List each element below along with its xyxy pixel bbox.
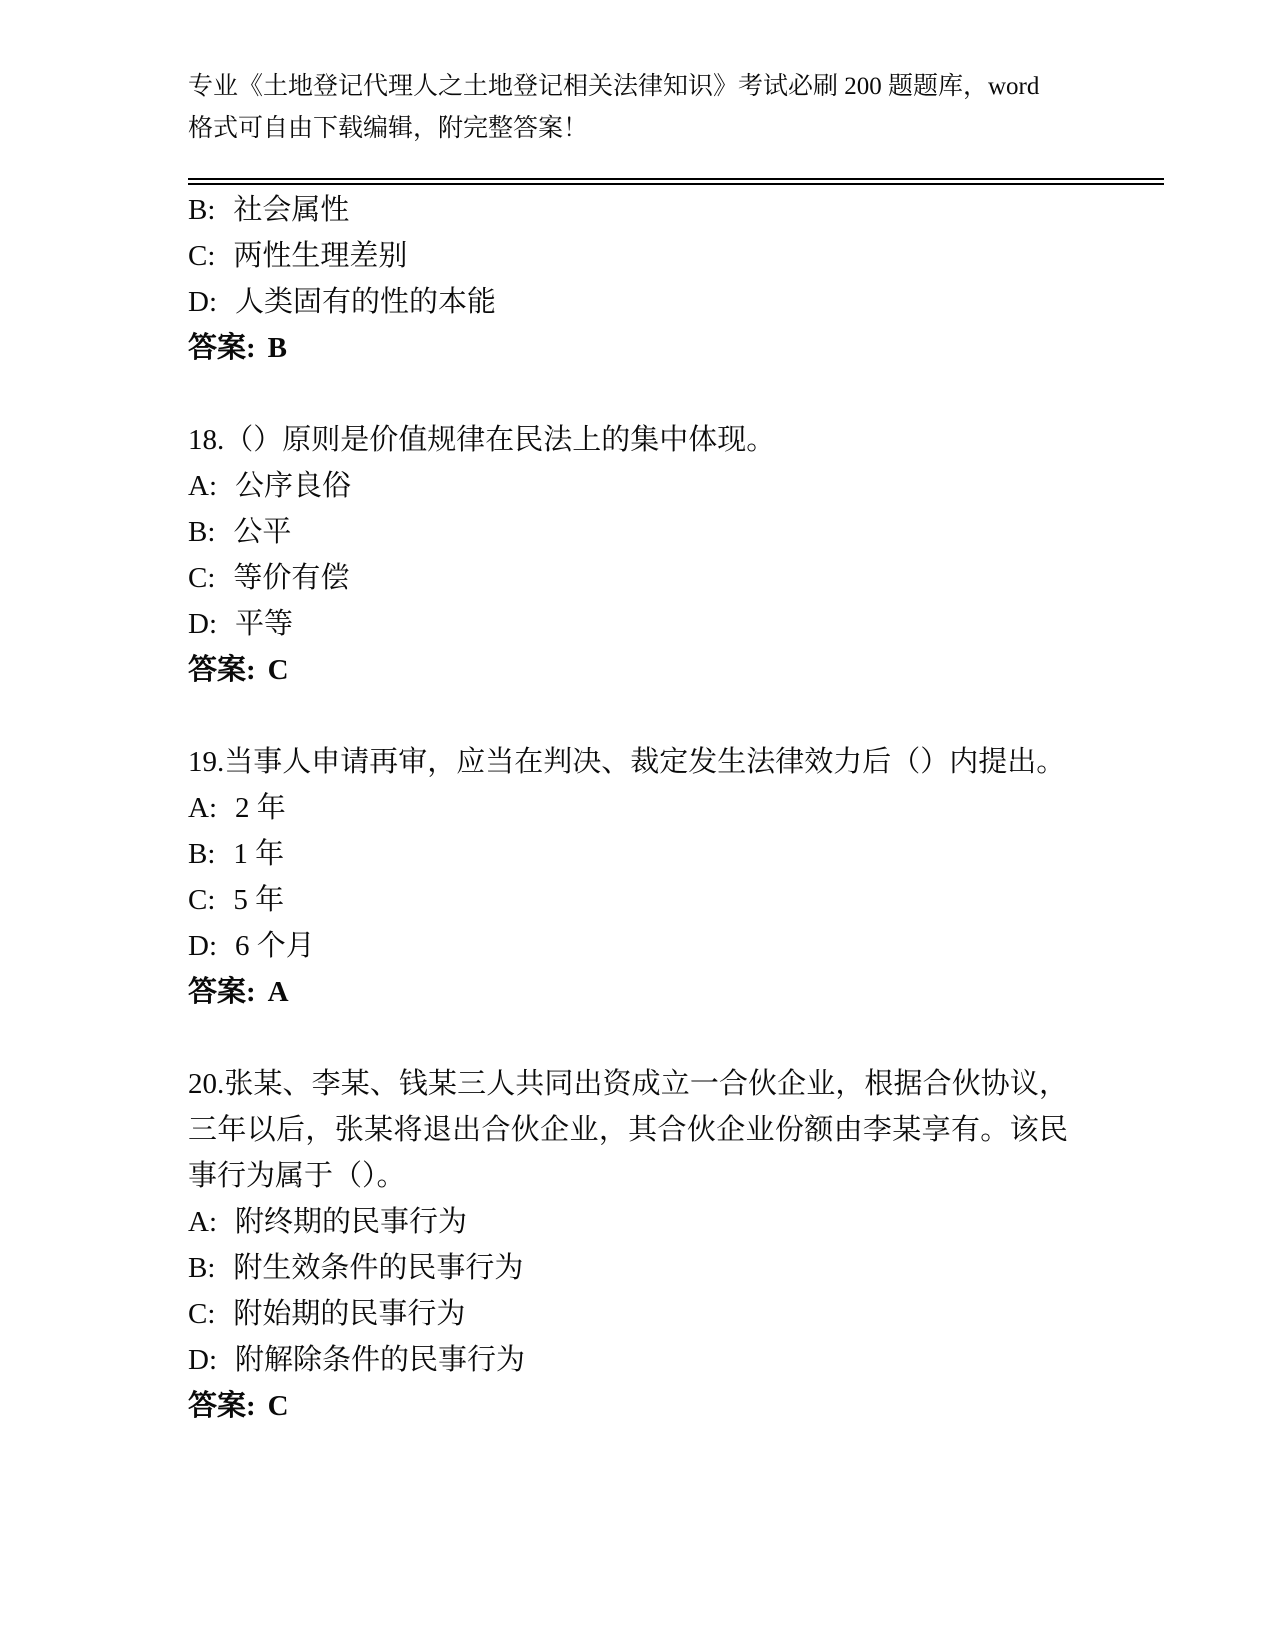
answer-label: 答案: [188,1390,256,1422]
option-label: D: [188,930,217,962]
option-b [188,831,1068,877]
option-label: D: [188,286,217,318]
option-text: 附解除条件的民事行为 [235,1344,526,1376]
answer-value: C [267,1390,289,1422]
option-text: 附生效条件的民事行为 [233,1252,524,1284]
option-text: 公平 [233,516,292,548]
option-text: 6 个月 [235,930,315,962]
option-label: B: [188,194,216,226]
option-text: 两性生理差别 [233,240,408,272]
option-c [188,877,1068,923]
option-text: 公序良俗 [235,470,352,502]
answer-line [188,1383,1068,1429]
option-text: 5 年 [233,884,285,916]
option-c [188,1291,1068,1337]
option-label: A: [188,470,217,502]
option-label: B: [188,838,216,870]
option-a [188,1199,1068,1245]
question-block-19 [188,739,1068,1015]
option-label: C: [188,240,216,272]
option-b [188,1245,1068,1291]
question-stem: 18.（）原则是价值规律在民法上的集中体现。 [188,424,776,456]
option-text: 附终期的民事行为 [235,1206,468,1238]
answer-label: 答案: [188,976,256,1008]
option-b [188,187,1068,233]
question-block-18 [188,417,1068,693]
option-d [188,923,1068,969]
header-divider [188,178,1164,185]
answer-line [188,647,1068,693]
answer-line [188,969,1068,1015]
question-stem: 19.当事人申请再审，应当在判决、裁定发生法律效力后（）内提出。 [188,746,1066,778]
option-a [188,785,1068,831]
option-label: C: [188,562,216,594]
option-text: 等价有偿 [233,562,350,594]
answer-label: 答案: [188,654,256,686]
option-text: 附始期的民事行为 [233,1298,466,1330]
option-label: D: [188,1344,217,1376]
option-text: 1 年 [233,838,285,870]
question-block-20 [188,1061,1068,1429]
answer-value: C [267,654,289,686]
option-label: C: [188,1298,216,1330]
option-text: 平等 [235,608,294,640]
option-label: B: [188,1252,216,1284]
option-a [188,463,1068,509]
answer-value: B [267,332,288,364]
header-note: 专业《土地登记代理人之土地登记相关法律知识》考试必刷 200 题题库，word 格式可自由下载编辑，附完整答案！ [188,73,1040,142]
question-stem: 20.张某、李某、钱某三人共同出资成立一合伙企业，根据合伙协议，三年以后，张某将退出合伙企业，其合伙企业份额由李某享有。该民事行为属于（）。 [188,1068,1068,1192]
option-d [188,279,1068,325]
option-label: B: [188,516,216,548]
question-block-continued [188,187,1068,371]
answer-line [188,325,1068,371]
answer-label: 答案: [188,332,256,364]
option-b [188,509,1068,555]
option-d [188,1337,1068,1383]
option-label: C: [188,884,216,916]
option-text: 人类固有的性的本能 [235,286,497,318]
option-label: A: [188,792,217,824]
option-label: A: [188,1206,217,1238]
option-d [188,601,1068,647]
document-body [188,187,1068,1429]
answer-value: A [267,976,289,1008]
option-text: 社会属性 [233,194,350,226]
option-c [188,555,1068,601]
option-label: D: [188,608,217,640]
option-text: 2 年 [235,792,286,824]
option-c [188,233,1068,279]
